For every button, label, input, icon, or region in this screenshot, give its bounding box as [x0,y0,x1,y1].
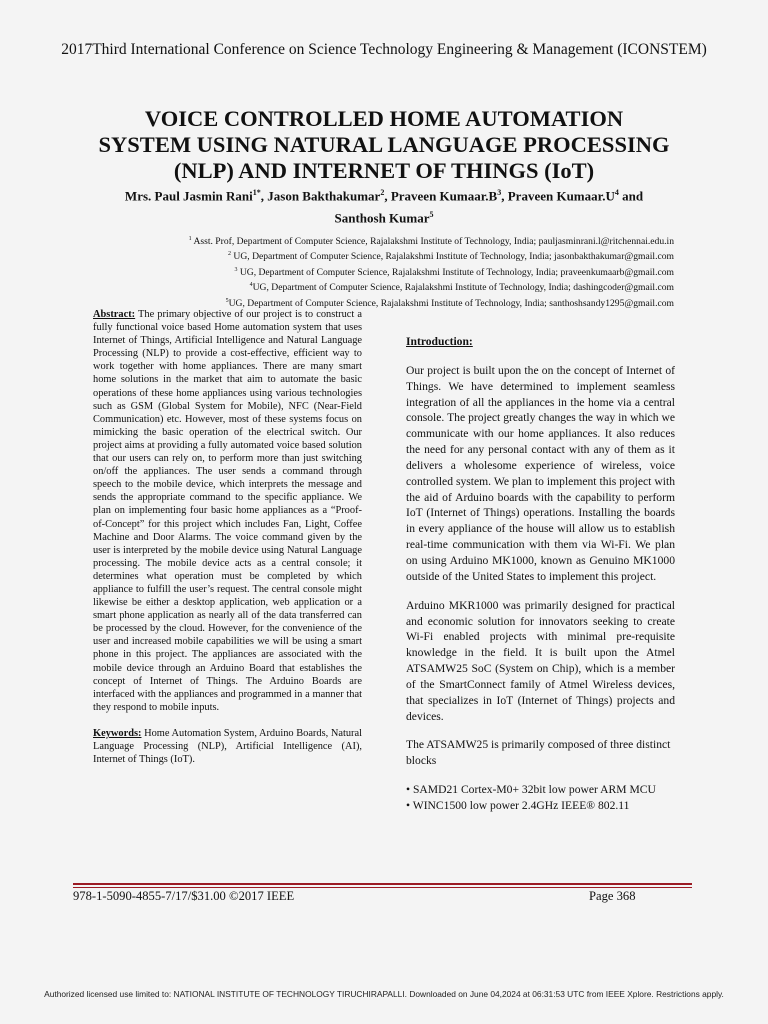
affiliation-text: UG, Department of Computer Science, Rajalakshmi Institute of Technology, India; dashingcoder@gmail.com [252,282,674,294]
author-separator: , [260,188,268,204]
affiliation-sup: 4 [249,282,253,289]
affiliation-sup: 3 [234,266,238,273]
abstract-label: Abstract: [93,309,136,320]
affiliation-text: UG, Department of Computer Science, Rajalakshmi Institute of Technology, India; santhoshsandy1295@gmail.com [228,298,674,310]
intro-paragraph: Our project is built upon the on the concept of Internet of Things. We have determined to implement seamless integration of all the appliances in the home via a central console. The project greatly changes the way in which we communicate with our home appliances. It also reduces the need for any personal contact with any of them as it delivers a wholesome experience of wireless, voice controlled system. We plan to implement this project with the aid of Arduino boards with the capability to perform IoT (Internet of Things) operations. Installing the boards in every appliance of the house will allow us to establish real-time communication with them via Wi-Fi. We plan on using Arduino MK1000, known as Genuino MK1000 outside of the United States to implement this project. [406,363,675,583]
author-sup: 4 [614,188,619,197]
keywords-text: Home Automation System, Arduino Boards, Natural Language Processing (NLP), Artificial Intelligence (AI), Internet of Things (IoT). [93,727,362,766]
intro-paragraph: The ATSAMW25 is primarily composed of three distinct blocks [406,738,671,768]
author-list [60,183,708,228]
keywords-label: Keywords: [93,727,142,739]
affiliation-line [90,248,674,263]
title-line: VOICE CONTROLLED HOME AUTOMATION [144,106,624,131]
abstract [93,308,362,714]
author-separator: and [618,188,644,204]
title-line: SYSTEM USING NATURAL LANGUAGE PROCESSING [98,132,670,157]
footer-rule [73,883,692,885]
footer-rule [73,887,692,888]
affiliation-sup: 2 [228,251,232,258]
bullet-item: • WINC1500 low power 2.4GHz IEEE® 802.11 [406,798,630,812]
affiliation-sup: 5 [225,297,229,304]
intro-paragraph: Arduino MKR1000 was primarily designed for practical and economic solution for innovators seeking to create Wi-Fi enabled projects with minimal pre-requisite knowledge in the field. It is built upon the Atmel ATSAMW25 SoC (System on Chip), which is a member of the SmartConnect family of Atmel Wireless devices, that specializes in IoT (Internet of Things) projects and devices. [406,598,675,723]
affiliation-line [90,279,674,294]
affiliation-line [90,233,674,248]
author-separator: , [384,188,391,204]
affiliation-sup: 1 [188,236,192,242]
affiliation-line [90,264,674,279]
footer-isbn: 978-1-5090-4855-7/17/$31.00 ©2017 IEEE [73,889,295,903]
right-column [406,334,675,814]
license-notice: Authorized licensed use limited to: NATIONAL INSTITUTE OF TECHNOLOGY TIRUCHIRAPALLI. Downloaded on June 04,2024 at 06:31:53 UTC from IEEE Xplore. Restrictions apply. [44,989,724,999]
author-name: Mrs. Paul Jasmin Rani [124,188,253,204]
affiliation-text: UG, Department of Computer Science, Rajalakshmi Institute of Technology, India; jasonbakthakumar@gmail.com [231,251,674,263]
bullet-item: • SAMD21 Cortex-M0+ 32bit low power ARM MCU [406,783,656,797]
author-name: Santhosh Kumar [334,210,430,226]
author-name: Praveen Kumaar.B [390,188,498,204]
author-name: Jason Bakthakumar [267,188,381,204]
paper-title [60,106,708,184]
author-sup: 5 [429,210,434,220]
title-line: (NLP) AND INTERNET OF THINGS (IoT) [173,158,595,183]
author-sup: 2 [380,188,385,197]
keywords [93,727,362,766]
affiliation-text: UG, Department of Computer Science, Rajalakshmi Institute of Technology, India; praveenkumaarb@gmail.com [237,267,674,279]
affiliation-text: Asst. Prof, Department of Computer Science, Rajalakshmi Institute of Technology, India; pauljasminrani.l@ritchennai.edu.in [191,236,674,248]
footer-page-number: Page 368 [589,889,636,903]
left-column [93,308,362,766]
author-separator: , [501,188,508,204]
author-sup: 3 [497,188,502,197]
author-name: Praveen Kumaar.U [507,188,615,204]
introduction-heading: Introduction: [406,335,473,348]
conference-header: 2017Third International Conference on Science Technology Engineering & Management (ICONSTEM) [61,41,707,58]
abstract-text: The primary objective of our project is to construct a fully functional voice based Home automation system that uses Internet of Things, Artificial Intelligence and Natural Language Processing (NLP) to provide a cost-effective, efficient way to work together with home appliances. There are many smart home solutions in the market that aim to automate the basic operations of these home appliances using various technologies such as GSM (Global System for Mobile), NFC (Near-Field Communication) etc. However, most of these systems focus on mimicking the basic operation of the electrical switch. Our project aims at providing a fully automated voice based solution that our users can rely on, to perform more than just switching on/off the appliances. The user sends a command through speech to the mobile device, which interprets the message and sends the appropriate command to the specific appliance. We plan on implementing four basic home appliances as a “Proof-of-Concept” for this project which includes Fan, Light, Coffee Machine and Door Alarms. The voice command given by the user is interpreted by the mobile device using Natural Language processing. The mobile device acts as a central console; it determines what operation must be completed by which appliance to fulfill the user’s request. The central console might likewise be either a desktop application, web application or a smart phone application as nearly all of the data transferred can be processed by the cloud. However, for the convenience of the user and increased mobile capabilities we will be using a smart phone in this project. The appliances are associated with the mobile device through an Arduino Board that establishes the concept of Internet of Things. The Arduino Boards are interfaced with the appliances and programmed in a manner that they respond to mobile inputs. [93,309,362,713]
author-sup: 1* [252,188,261,197]
affiliation-list [90,233,674,310]
